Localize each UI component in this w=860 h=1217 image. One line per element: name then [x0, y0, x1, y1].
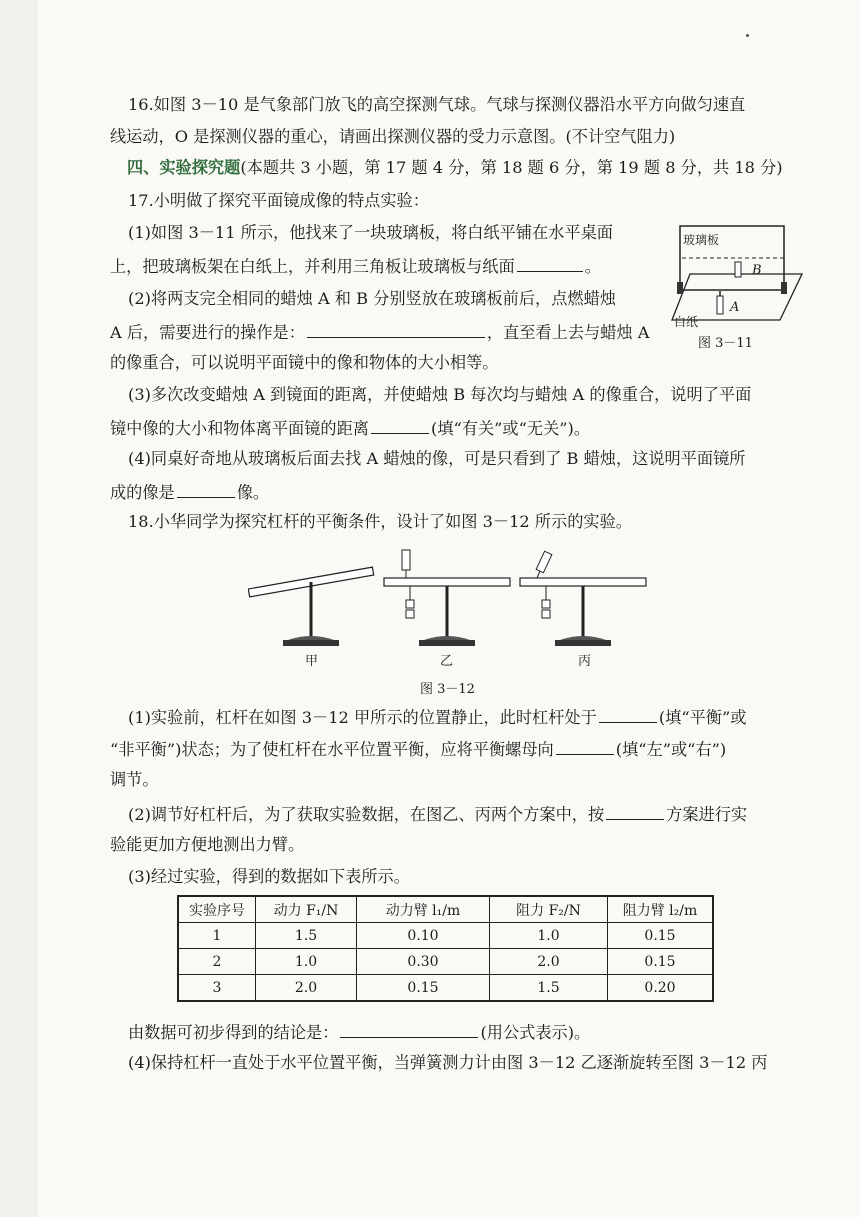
table-header-cell: 阻力 F₂/N: [490, 896, 608, 923]
q18-part3-conclusion: [128, 1020, 590, 1044]
q17-part3-line-2: [110, 416, 590, 440]
candle-b: [735, 262, 741, 277]
q17-part4-line-2: [110, 480, 269, 504]
lever-setup-bing: [520, 551, 646, 646]
q17-part4-line-1: (4)同桌好奇地从玻璃板后面去找 A 蜡烛的像，可是只看到了 B 蜡烛，这说明平面镜所: [128, 449, 746, 468]
q17-stem: 17.小明做了探究平面镜成像的特点实验：: [128, 191, 429, 210]
answer-blank-18-2[interactable]: [606, 802, 664, 820]
q17-part3-end: (填“有关”或“无关”)。: [431, 419, 591, 438]
figure-3-12-caption: 图 3－12: [420, 682, 475, 697]
q17-part2-line-3: 的像重合，可以说明平面镜中的像和物体的大小相等。: [110, 353, 499, 372]
q17-part1-line-1: (1)如图 3－11 所示，他找来了一块玻璃板，将白纸平铺在水平桌面: [128, 223, 613, 242]
candle-b-label: B: [752, 263, 762, 278]
table-cell: 2.0: [256, 975, 357, 1002]
answer-blank-17-1[interactable]: [517, 254, 583, 272]
lever-setup-jia: [248, 567, 373, 646]
answer-blank-18-1b[interactable]: [556, 737, 614, 755]
table-cell: 0.15: [608, 923, 714, 949]
q18-part1-line-3: 调节。: [110, 770, 159, 789]
answer-blank-18-1a[interactable]: [599, 705, 657, 723]
white-paper-label: 白纸: [674, 315, 699, 329]
q17-part3-text: 镜中像的大小和物体离平面镜的距离: [110, 419, 369, 438]
glass-stand-right: [781, 282, 787, 294]
q17-part3-line-1: (3)多次改变蜡烛 A 到镜面的距离，并使蜡烛 B 每次均与蜡烛 A 的像重合，说明了平面: [128, 385, 752, 404]
q17-part4-end: 像。: [236, 483, 270, 502]
q18-part1-hint: (填“平衡”或: [658, 708, 747, 727]
table-row: [178, 923, 713, 949]
q16-line-1: 16.如图 3－10 是气象部门放飞的高空探测气球。气球与探测仪器沿水平方向做匀速直: [128, 95, 746, 114]
table-cell: 2: [178, 949, 256, 975]
section-4-scoring: (本题共 3 小题，第 17 题 4 分，第 18 题 6 分，第 19 题 8 分，共 18 分): [240, 158, 783, 177]
spring-scale-bing: [536, 551, 552, 573]
lever-setup-yi: [384, 550, 510, 646]
q17-part1-end: 。: [584, 257, 601, 276]
answer-blank-18-3[interactable]: [340, 1020, 478, 1038]
q18-part4-line-1: (4)保持杠杆一直处于水平位置平衡，当弹簧测力计由图 3－12 乙逐渐旋转至图 3－12 丙: [128, 1053, 768, 1072]
table-cell: 3: [178, 975, 256, 1002]
label-yi: 乙: [440, 654, 454, 669]
q18-part1-text-2: “非平衡”)状态；为了使杠杆在水平位置平衡，应将平衡螺母向: [110, 740, 554, 759]
table-header-cell: 动力 F₁/N: [256, 896, 357, 923]
section-4-tag: 四、实验探究题: [127, 158, 241, 177]
table-cell: 0.15: [357, 975, 490, 1002]
q18-part2-line-2: 验能更加方便地测出力臂。: [110, 835, 305, 854]
q18-stem: 18.小华同学为探究杠杆的平衡条件，设计了如图 3－12 所示的实验。: [128, 512, 632, 531]
q18-part2-line-1: [128, 802, 747, 826]
q18-part2-end: 方案进行实: [666, 805, 748, 824]
section-4-header: [127, 157, 783, 179]
table-row: [178, 975, 713, 1002]
candle-a: [717, 296, 723, 314]
q18-part1-text: (1)实验前，杠杆在如图 3－12 甲所示的位置静止，此时杠杆处于: [128, 708, 597, 727]
table-cell: 1.5: [256, 923, 357, 949]
figure-3-11-caption: 图 3－11: [698, 336, 753, 351]
q17-part2-text: A 后，需要进行的操作是：: [110, 323, 305, 342]
q16-line-2: 线运动，O 是探测仪器的重心，请画出探测仪器的受力示意图。(不计空气阻力): [110, 127, 676, 146]
table-cell: 1.0: [490, 923, 608, 949]
weight-yi: [406, 600, 414, 608]
q17-part1-text: 上，把玻璃板架在白纸上，并利用三角板让玻璃板与纸面: [110, 257, 515, 276]
q17-part2-line-2: [110, 320, 649, 344]
table-cell: 1.0: [256, 949, 357, 975]
q18-part3-end: (用公式表示)。: [480, 1023, 591, 1042]
q17-part2-line-1: (2)将两支完全相同的蜡烛 A 和 B 分别竖放在玻璃板前后，点燃蜡烛: [128, 289, 616, 308]
q18-part2-text: (2)调节好杠杆后，为了获取实验数据，在图乙、丙两个方案中，按: [128, 805, 605, 824]
table-header-cell: 实验序号: [178, 896, 256, 923]
candle-a-label: A: [730, 300, 740, 315]
scan-speck: [746, 34, 749, 37]
q17-part4-text: 成的像是: [110, 483, 175, 502]
q18-part3-text: 由数据可初步得到的结论是：: [128, 1023, 339, 1042]
q18-part1-line-1: [128, 705, 746, 729]
table-cell: 1: [178, 923, 256, 949]
q18-part3-line-1: (3)经过实验，得到的数据如下表所示。: [128, 867, 410, 886]
table-cell: 0.20: [608, 975, 714, 1002]
answer-blank-17-2[interactable]: [307, 320, 485, 338]
glass-stand-left: [677, 282, 683, 294]
lever-data-table: [177, 895, 714, 1002]
answer-blank-17-4[interactable]: [177, 480, 235, 498]
table-header-cell: 阻力臂 l₂/m: [608, 896, 714, 923]
table-cell: 0.10: [357, 923, 490, 949]
glass-plate-label: 玻璃板: [683, 233, 720, 247]
table-header-row: [178, 896, 713, 923]
spring-scale-yi: [402, 550, 410, 570]
table-header-cell: 动力臂 l₁/m: [357, 896, 490, 923]
table-cell: 1.5: [490, 975, 608, 1002]
table-cell: 0.30: [357, 949, 490, 975]
table-cell: 2.0: [490, 949, 608, 975]
table-cell: 0.15: [608, 949, 714, 975]
label-bing: 丙: [578, 654, 592, 669]
table-row: [178, 949, 713, 975]
answer-blank-17-3[interactable]: [371, 416, 429, 434]
q17-part2-end: ，直至看上去与蜡烛 A: [486, 323, 650, 342]
q18-part1-hint-2: (填“左”或“右”): [615, 740, 727, 759]
weight-bing: [542, 600, 550, 608]
label-jia: 甲: [305, 654, 319, 669]
q18-part1-line-2: [110, 737, 726, 761]
q17-part1-line-2: [110, 254, 601, 278]
